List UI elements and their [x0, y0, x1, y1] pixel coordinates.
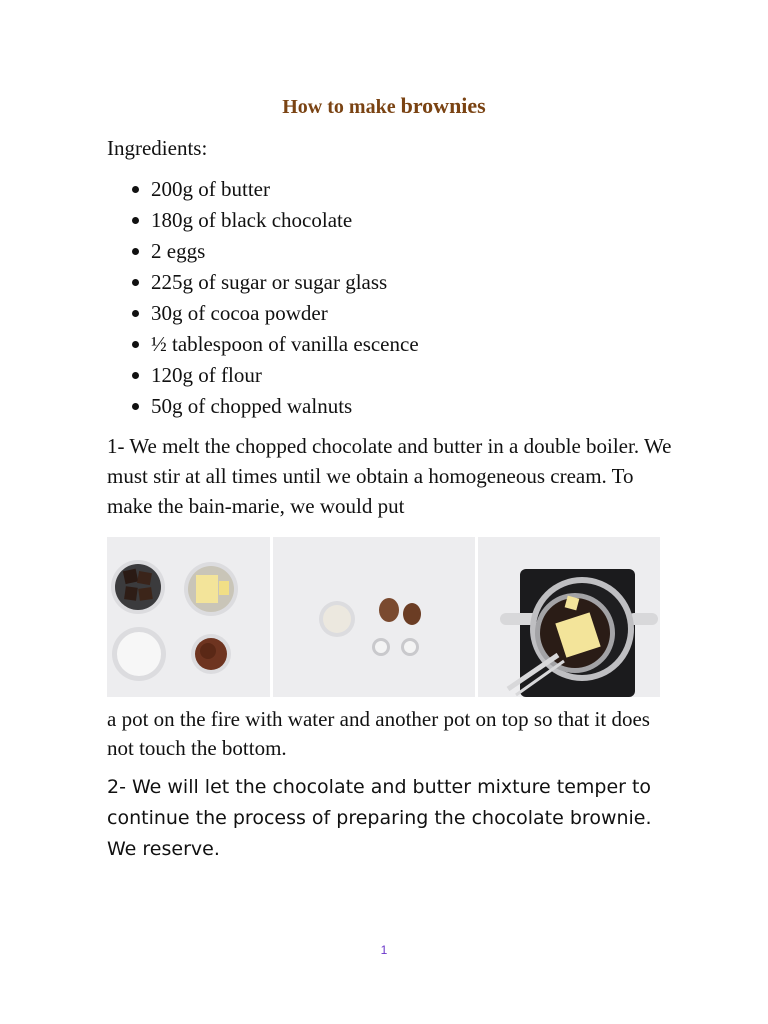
- bullet-icon: [132, 341, 139, 348]
- page-number: 1: [380, 943, 388, 957]
- ingredient-text: 225g of sugar or sugar glass: [151, 270, 388, 294]
- ingredient-text: 2 eggs: [151, 239, 206, 263]
- double-boiler-photo: [478, 537, 660, 697]
- title-main: brownies: [400, 93, 486, 118]
- list-item: [151, 393, 419, 424]
- ingredient-text: ½ tablespoon of vanilla escence: [151, 332, 419, 356]
- ingredients-list: [151, 176, 419, 424]
- ingredient-text: 120g of flour: [151, 363, 262, 387]
- ingredient-text: 180g of black chocolate: [151, 208, 353, 232]
- bullet-icon: [132, 186, 139, 193]
- bullet-icon: [132, 372, 139, 379]
- bullet-icon: [132, 279, 139, 286]
- ingredients-heading: Ingredients:: [107, 136, 208, 160]
- list-item: [151, 362, 419, 393]
- list-item: [151, 176, 419, 207]
- list-item: [151, 238, 419, 269]
- page-title: [0, 93, 768, 119]
- bullet-icon: [132, 403, 139, 410]
- bullet-icon: [132, 248, 139, 255]
- list-item: [151, 207, 419, 238]
- ingredient-text: 30g of cocoa powder: [151, 301, 328, 325]
- bullet-icon: [132, 217, 139, 224]
- ingredients-bowls-photo: [107, 537, 273, 697]
- step-1-text: 1- We melt the chopped chocolate and butter in a double boiler. We must stir at all times until we obtain a homogeneous cream. To make the bain-marie, we would put: [107, 434, 672, 518]
- bullet-icon: [132, 310, 139, 317]
- list-item: [151, 269, 419, 300]
- list-item: [151, 331, 419, 362]
- step-2-text: 2- We will let the chocolate and butter mixture temper to continue the process of preparing the chocolate brownie. We reserve.: [107, 776, 652, 860]
- list-item: [151, 300, 419, 331]
- step-1-continued-text: a pot on the fire with water and another pot on top so that it does not touch the bottom.: [107, 707, 650, 760]
- title-prefix: How to make: [282, 96, 396, 118]
- ingredient-text: 200g of butter: [151, 177, 270, 201]
- flour-eggs-photo: [273, 537, 478, 697]
- ingredient-text: 50g of chopped walnuts: [151, 394, 353, 418]
- recipe-photo-strip: [107, 537, 660, 697]
